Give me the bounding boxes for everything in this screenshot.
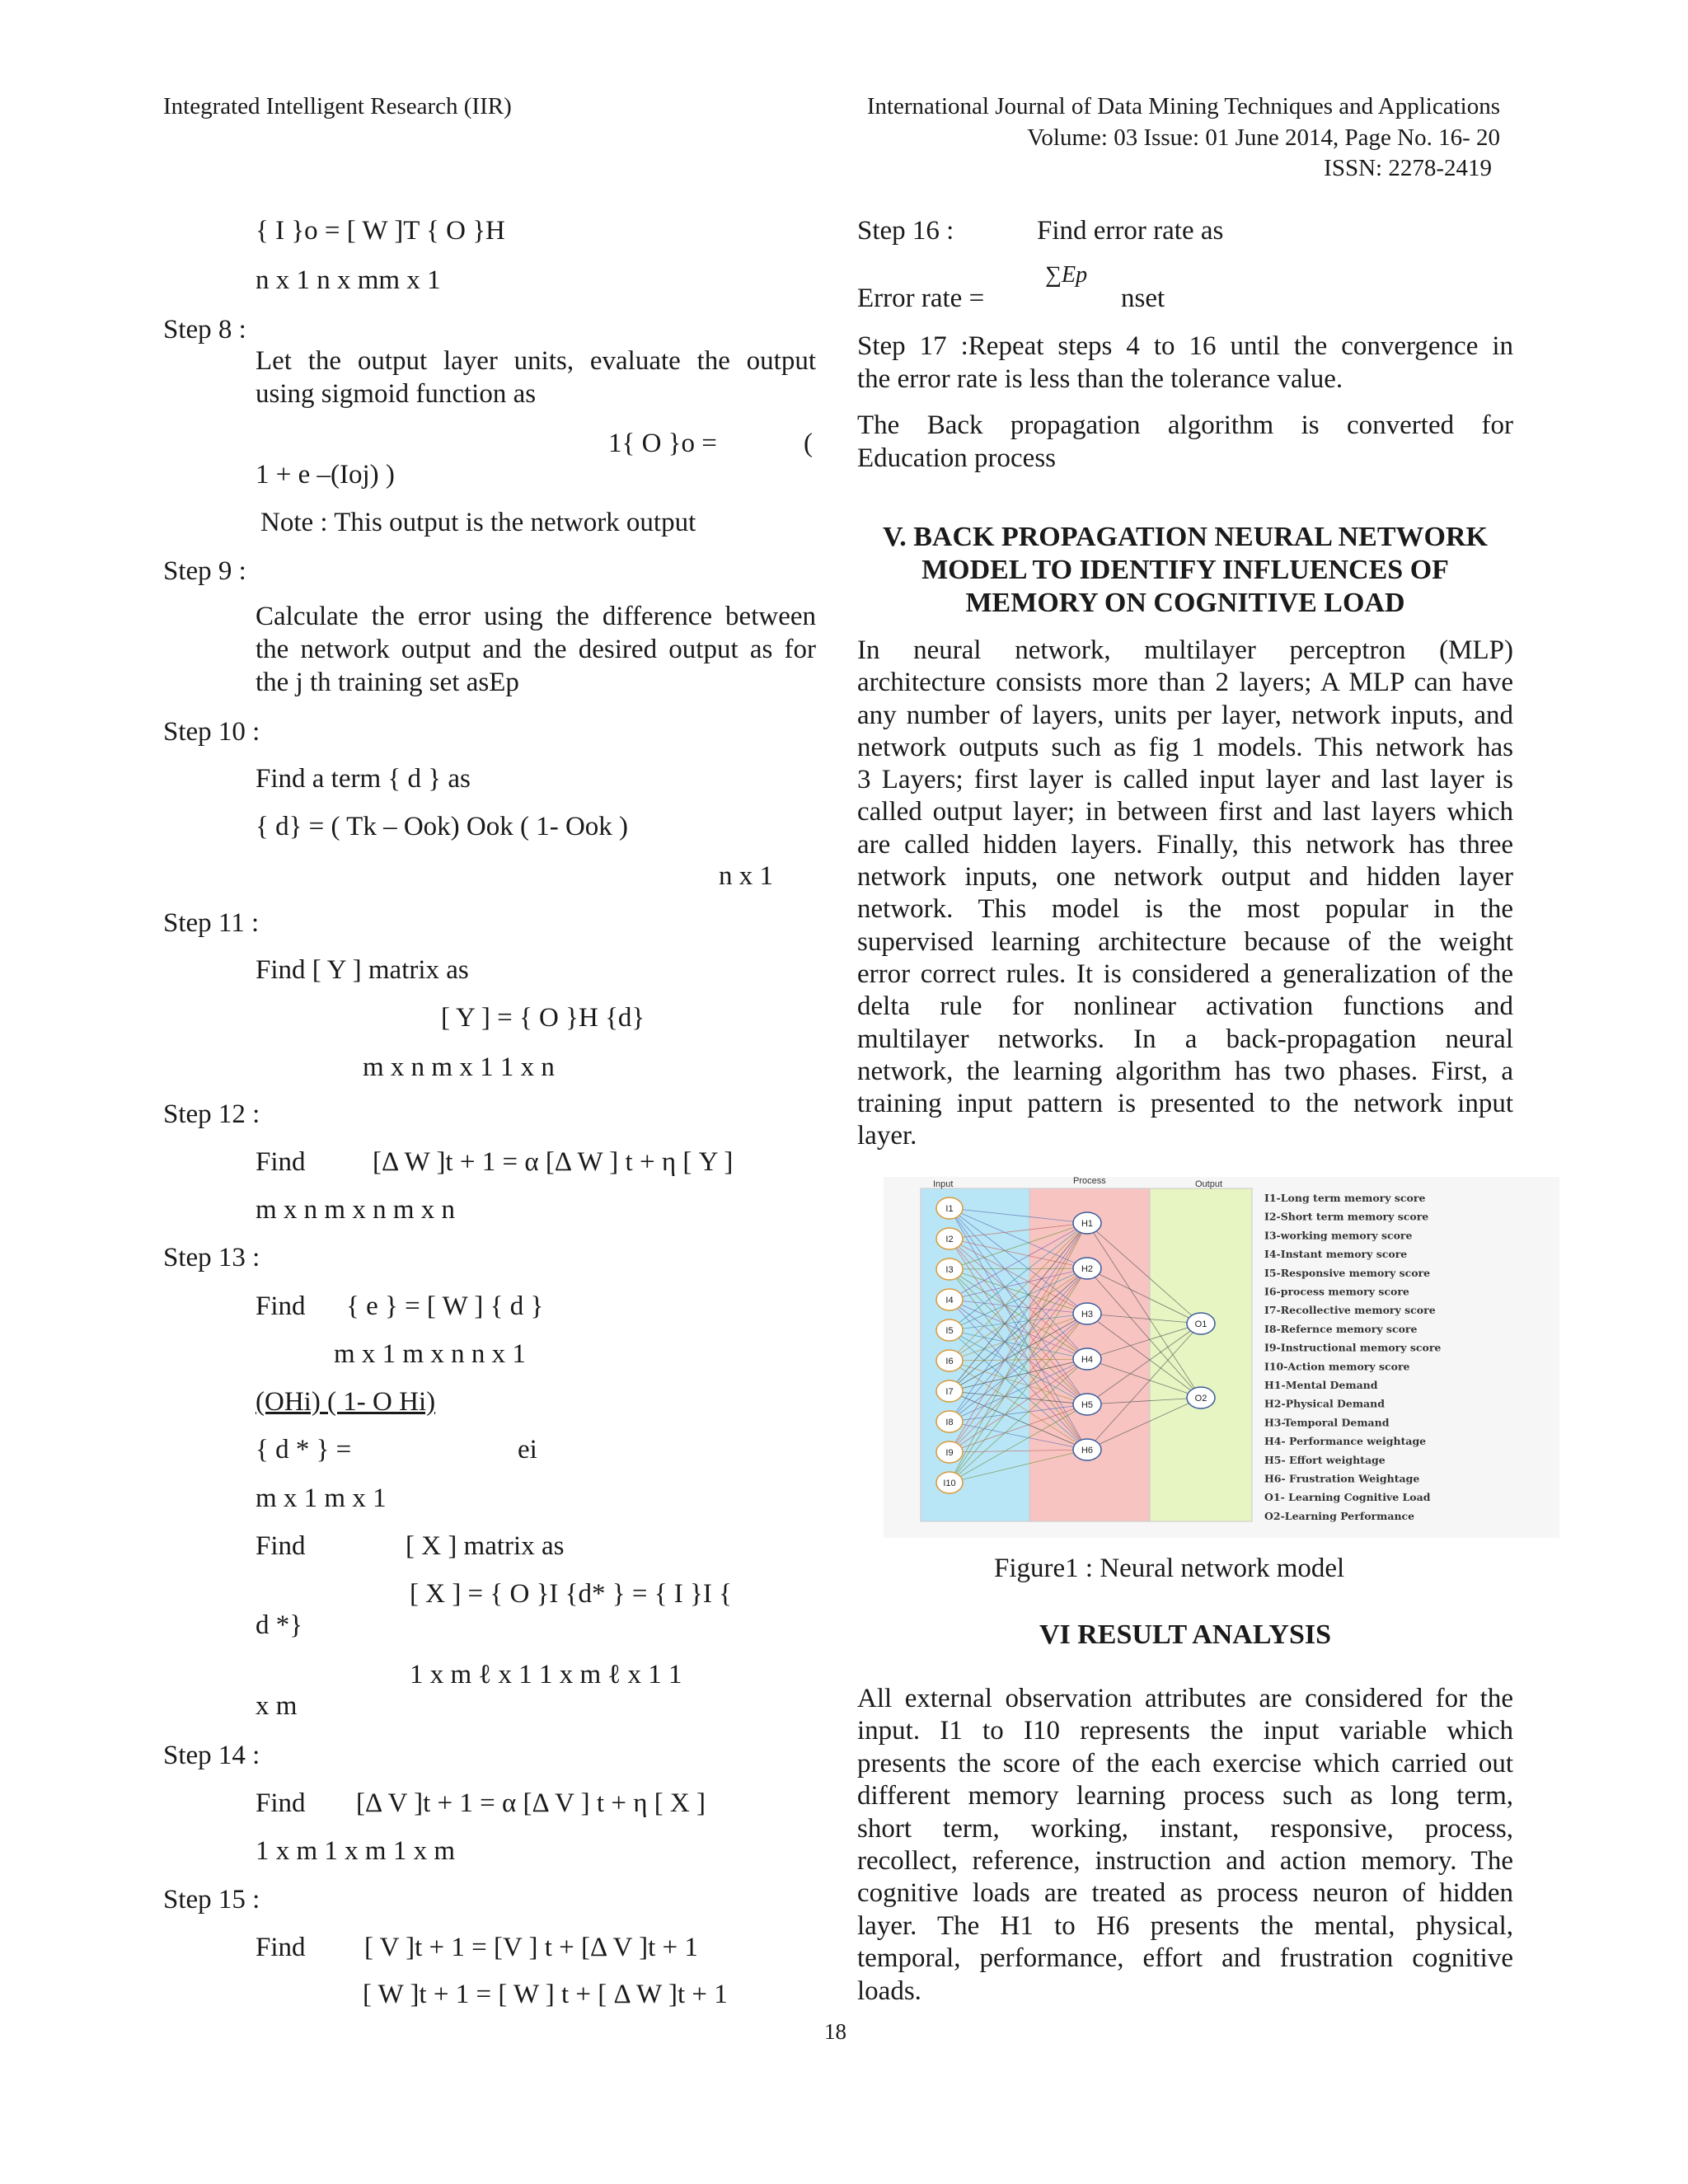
eq-input-dims: n x 1 n x mm x 1 (256, 265, 441, 295)
input-node-label: I2 (945, 1235, 954, 1244)
page-number: 18 (824, 2019, 846, 2044)
step-13-x-dims: 1 x m ℓ x 1 1 x m ℓ x 1 1 (410, 1660, 682, 1690)
hidden-node-h1 (1073, 1212, 1101, 1234)
input-node-label: I5 (945, 1326, 954, 1336)
section-5-paragraph: In neural network, multilayer perceptron (MLP) architecture consists more than 2 layers; A MLP can have any number of layers, units per layer, network inputs, and network outputs such as fig 1 models. This network has 3 Layers; first layer is called input layer and last layer is called output layer; in between first and last layers which are called hidden layers. Finally, this network has three network inputs, one network output and hidden layer network. This model is the most popular in the supervised learning architecture because of the weight error correct rules. It is considered a generalization of the delta rule for nonlinear activation functions and multilayer networks. In a back-propagation neural network, the learning algorithm has two phases. First, a training input pattern is presented to the network input layer. (857, 635, 1513, 1151)
step-10-dims: n x 1 (719, 861, 773, 891)
step-14-formula: [Δ V ]t + 1 = α [Δ V ] t + η [ X ] (356, 1788, 706, 1818)
header-issn: ISSN: 2278-2419 (1324, 155, 1492, 181)
error-rate-label: Error rate = (857, 284, 985, 313)
step-10-label: Step 10 : (163, 717, 260, 747)
input-node-i6 (936, 1350, 963, 1371)
step-12-formula: [Δ W ]t + 1 = α [Δ W ] t + η [ Y ] (373, 1147, 734, 1177)
output-node-o2 (1187, 1387, 1215, 1408)
header-volume: Volume: 03 Issue: 01 June 2014, Page No. 16- 20 (1027, 124, 1500, 151)
step-13-x-cont: d *} (256, 1610, 303, 1640)
bp-converted-text: The Back propagation algorithm is converted for Education process (857, 410, 1513, 473)
legend-item: H6- Frustration Weightage (1264, 1472, 1420, 1485)
step-13-dstar: { d * } = (256, 1435, 352, 1465)
input-node-i9 (936, 1441, 963, 1463)
error-rate-sum: ∑Ep (1045, 262, 1088, 288)
step-15-formula-1: [ V ]t + 1 = [V ] t + [Δ V ]t + 1 (364, 1933, 698, 1962)
input-panel-label: Input (933, 1179, 954, 1189)
step-13-ei: ei (518, 1435, 537, 1465)
legend-item: I5-Responsive memory score (1264, 1266, 1431, 1279)
legend-item: H5- Effort weightage (1264, 1453, 1386, 1466)
step-13-ohi: (OHi) ( 1- O Hi) (256, 1387, 436, 1417)
input-node-i5 (936, 1319, 963, 1341)
output-node-label: O2 (1194, 1394, 1207, 1404)
input-node-i4 (936, 1289, 963, 1310)
output-panel-label: Output (1195, 1179, 1223, 1189)
hidden-node-h4 (1073, 1348, 1101, 1370)
step-14-label: Step 14 : (163, 1741, 260, 1770)
step-17-text: Step 17 :Repeat steps 4 to 16 until the convergence in the error rate is less than the tolerance value. (857, 331, 1513, 394)
legend-item: I3-working memory score (1264, 1229, 1413, 1242)
section-5-heading: V. BACK PROPAGATION NEURAL NETWORK MODEL TO IDENTIFY INFLUENCES OF MEMORY ON COGNITIVE LOAD (883, 522, 1488, 618)
step-9-text: Calculate the error using the difference between the network output and the desired output as for the j th training set asEp (256, 602, 816, 697)
input-node-label: I1 (945, 1204, 954, 1214)
input-node-i10 (936, 1472, 963, 1493)
step-16-text: Find error rate as (1037, 216, 1224, 246)
hidden-node-h6 (1073, 1439, 1101, 1460)
sigmoid-formula-paren: ( (804, 429, 813, 458)
step-14-dims: 1 x m 1 x m 1 x m (256, 1836, 456, 1866)
legend-item: I2-Short term memory score (1264, 1210, 1429, 1223)
sigmoid-formula-bottom: 1 + e –(Ioj) ) (256, 460, 395, 490)
eq-input-layer: { I }o = [ W ]T { O }H (256, 216, 505, 246)
header-journal-title: International Journal of Data Mining Techniques and Applications (866, 93, 1500, 120)
input-node-label: I9 (945, 1448, 954, 1458)
step-8-label: Step 8 : (163, 315, 246, 344)
legend-item: O2-Learning Performance (1264, 1509, 1415, 1522)
step-8-text: Let the output layer units, evaluate the output using sigmoid function as (256, 346, 816, 409)
step-11-dims: m x n m x 1 1 x n (363, 1052, 555, 1082)
step-13-formula: { e } = [ W ] { d } (346, 1291, 544, 1321)
legend-item: I6-process memory score (1264, 1285, 1409, 1298)
input-node-i3 (936, 1258, 963, 1280)
hidden-node-h5 (1073, 1394, 1101, 1415)
legend-item: I1-Long term memory score (1264, 1192, 1426, 1204)
legend-item: I4-Instant memory score (1264, 1248, 1408, 1261)
output-node-o1 (1187, 1313, 1215, 1334)
header-journal-left: Integrated Intelligent Research (IIR) (163, 93, 512, 120)
legend-item: H1-Mental Demand (1264, 1379, 1378, 1391)
step-12-dims: m x n m x n m x n (256, 1195, 456, 1225)
input-node-i2 (936, 1228, 963, 1249)
figure-caption: Figure1 : Neural network model (994, 1554, 1345, 1583)
hidden-node-label: H3 (1081, 1310, 1094, 1319)
legend-item: I10-Action memory score (1264, 1360, 1410, 1373)
step-13-find-2: Find (256, 1531, 306, 1561)
step-14-find: Find (256, 1788, 306, 1818)
legend-item: H4- Performance weightage (1264, 1435, 1427, 1448)
process-panel-label: Process (1073, 1177, 1106, 1186)
step-15-find: Find (256, 1933, 306, 1962)
hidden-node-h3 (1073, 1303, 1101, 1324)
step-13-find: Find (256, 1291, 306, 1321)
hidden-node-h2 (1073, 1258, 1101, 1279)
step-16-label: Step 16 : (857, 216, 954, 246)
section-6-heading: VI RESULT ANALYSIS (1039, 1619, 1332, 1650)
input-node-i1 (936, 1197, 963, 1219)
sigmoid-formula-top: 1{ O }o = (608, 429, 717, 458)
hidden-node-label: H6 (1081, 1446, 1094, 1455)
note-network-output: Note : This output is the network output (260, 508, 696, 537)
legend-item: I7-Recollective memory score (1264, 1304, 1436, 1317)
section-6-paragraph: All external observation attributes are considered for the input. I1 to I10 represents the input variable which presents the score of the each exercise which carried out different memory learning process such as long term, short term, working, instant, responsive, process, recollect, reference, instruction and action memory. The cognitive loads are treated as process neuron of hidden layer. The H1 to H6 presents the mental, physical, temporal, performance, effort and frustration cognitive loads. (857, 1684, 1513, 2006)
input-node-label: I6 (945, 1357, 954, 1366)
output-node-label: O1 (1194, 1319, 1207, 1329)
step-13-x-text: [ X ] matrix as (406, 1531, 565, 1561)
step-15-label: Step 15 : (163, 1885, 260, 1915)
step-13-dims-2: m x 1 m x 1 (256, 1483, 387, 1513)
error-rate-denominator: nset (1121, 284, 1165, 313)
input-node-label: I4 (945, 1296, 954, 1305)
output-layer-panel (1150, 1188, 1252, 1521)
step-10-text: Find a term { d } as (256, 764, 471, 794)
step-13-dims: m x 1 m x n n x 1 (334, 1339, 526, 1369)
step-15-formula-2: [ W ]t + 1 = [ W ] t + [ Δ W ]t + 1 (363, 1980, 728, 2009)
step-13-label: Step 13 : (163, 1243, 260, 1272)
step-10-formula: { d} = ( Tk – Ook) Ook ( 1- Ook ) (256, 812, 629, 841)
input-node-label: I8 (945, 1418, 954, 1427)
neural-network-figure (884, 1177, 1559, 1538)
input-node-i8 (936, 1411, 963, 1432)
step-12-find: Find (256, 1147, 306, 1177)
input-node-i7 (936, 1380, 963, 1402)
input-node-label: I10 (943, 1479, 956, 1488)
step-13-x-formula: [ X ] = { O }I {d* } = { I }I { (410, 1579, 732, 1609)
legend-item: I9-Instructional memory score (1264, 1341, 1442, 1354)
step-9-label: Step 9 : (163, 556, 246, 586)
legend-item: H2-Physical Demand (1264, 1397, 1385, 1410)
legend-item: I8-Refernce memory score (1264, 1322, 1418, 1335)
step-11-formula: [ Y ] = { O }H {d} (441, 1003, 645, 1033)
hidden-node-label: H1 (1081, 1219, 1094, 1229)
legend-item: H3-Temporal Demand (1264, 1416, 1390, 1429)
step-12-label: Step 12 : (163, 1099, 260, 1129)
hidden-node-label: H2 (1081, 1264, 1094, 1274)
step-11-text: Find [ Y ] matrix as (256, 955, 469, 985)
step-13-xm: x m (256, 1691, 298, 1721)
input-node-label: I7 (945, 1387, 954, 1397)
step-11-label: Step 11 : (163, 908, 260, 938)
hidden-node-label: H5 (1081, 1400, 1094, 1410)
input-node-label: I3 (945, 1265, 954, 1275)
hidden-node-label: H4 (1081, 1355, 1094, 1365)
legend-item: O1- Learning Cognitive Load (1264, 1491, 1431, 1504)
